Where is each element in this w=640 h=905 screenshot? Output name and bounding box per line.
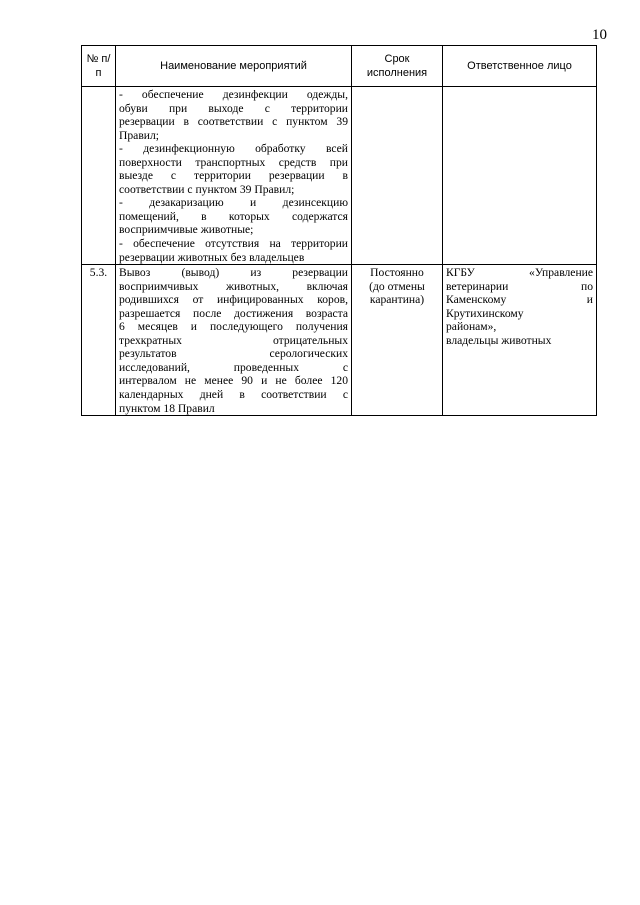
text-line: резервации в соответствии с пунктом 39 <box>119 115 348 129</box>
text-line: ветеринарии по <box>446 279 593 293</box>
row-continued-measures <box>116 87 352 265</box>
header-measure-name: Наименование мероприятий <box>116 46 352 87</box>
text-line: поверхности транспортных средств при <box>119 155 348 169</box>
text-line: пунктом 18 Правил <box>119 401 215 415</box>
row-5-3-number: 5.3. <box>82 265 116 416</box>
row-5-3-deadline <box>352 265 443 416</box>
text-line: резервации животных без владельцев <box>119 250 305 264</box>
text-line: - дезакаризацию и дезинсекцию <box>119 196 348 210</box>
row-5-3-measures <box>116 265 352 416</box>
text-line: исследований, проведенных с <box>119 360 348 374</box>
text-line: Крутихинскому <box>446 306 524 320</box>
text-line: Каменскому и <box>446 293 593 307</box>
text-line: районам», <box>446 320 497 334</box>
text-line: - обеспечение дезинфекции одежды, <box>119 88 348 101</box>
text-line: Правил; <box>119 128 160 142</box>
text-line: - дезинфекционную обработку всей <box>119 142 348 156</box>
text-line: восприимчивые животные; <box>119 223 254 237</box>
text-line: соответствии с пунктом 39 Правил; <box>119 182 295 196</box>
text-line: Постоянно <box>370 266 424 280</box>
text-line: карантина) <box>369 293 425 307</box>
table-row <box>82 87 597 265</box>
table-header-row <box>82 46 597 87</box>
text-line: восприимчивых животных, включая <box>119 279 348 293</box>
row-continued-number <box>82 87 116 265</box>
text-line: разрешается после достижения возраста <box>119 306 348 320</box>
text-line: родившихся от инфицированных коров, <box>119 293 348 307</box>
text-line: выезде с территории резервации в <box>119 169 348 183</box>
text-line: обуви при выходе с территории <box>119 101 348 115</box>
text-line: владельцы животных <box>446 333 552 347</box>
text-line: (до отмены <box>369 279 425 293</box>
text-line: 6 месяцев и последующего получения <box>119 320 348 334</box>
text-line: помещений, в которых содержатся <box>119 209 348 223</box>
row-continued-deadline <box>352 87 443 265</box>
text-line: результатов серологических <box>119 347 348 361</box>
table-row <box>82 265 597 416</box>
text-line: трехкратных отрицательных <box>119 333 348 347</box>
header-responsible: Ответственное лицо <box>443 46 597 87</box>
row-5-3-responsible <box>443 265 597 416</box>
text-line: КГБУ «Управление <box>446 266 593 280</box>
text-line: календарных дней в соответствии с <box>119 388 348 402</box>
text-line: интервалом не менее 90 и не более 120 <box>119 374 348 388</box>
text-line: - обеспечение отсутствия на территории <box>119 237 348 251</box>
header-deadline: Срок исполнения <box>352 46 443 87</box>
header-number: № п/п <box>82 46 116 87</box>
text-line: Вывоз (вывод) из резервации <box>119 266 348 280</box>
row-continued-responsible <box>443 87 597 265</box>
measures-table <box>81 45 597 416</box>
page-number: 10 <box>592 27 607 43</box>
